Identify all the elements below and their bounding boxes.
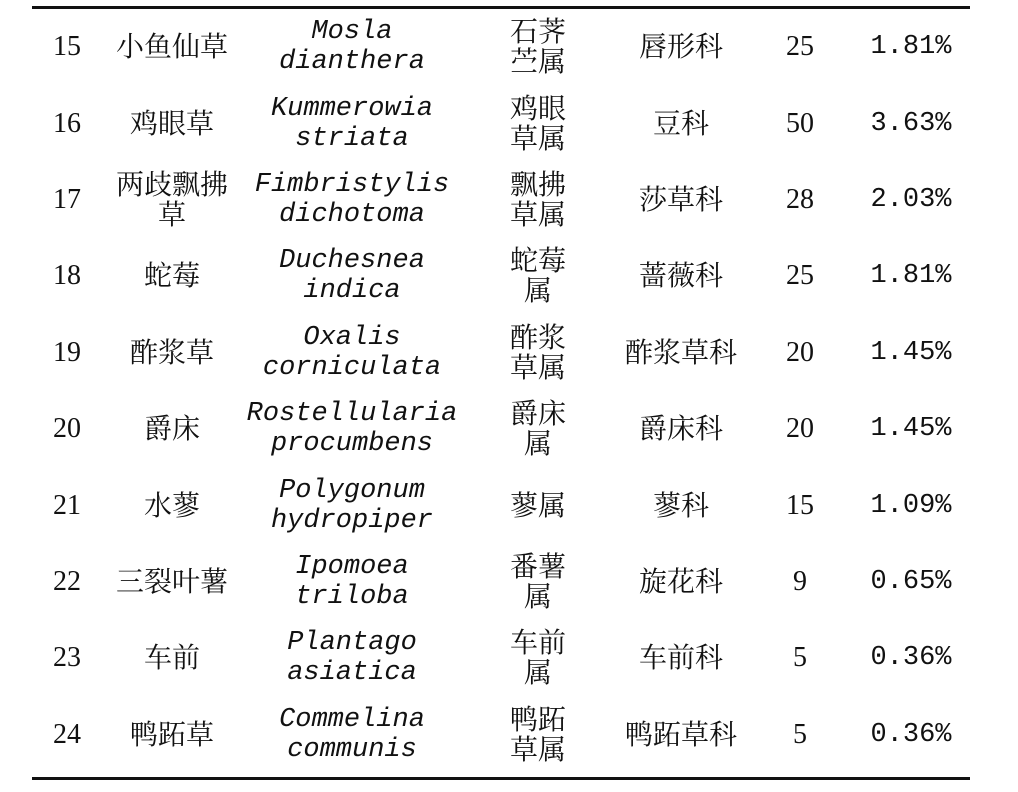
row-number: 24 <box>53 718 81 750</box>
chinese-name: 两歧飘拂草 <box>115 167 228 231</box>
row-number: 16 <box>53 107 81 139</box>
latin-name <box>242 391 462 467</box>
table-row <box>32 85 970 161</box>
plant-count: 20 <box>786 413 814 445</box>
row-number: 19 <box>53 336 81 368</box>
latin-species: procumbens <box>270 429 434 460</box>
latin-species: asiatica <box>287 658 417 689</box>
plant-count: 25 <box>786 260 814 292</box>
family: 莎草科 <box>638 182 723 216</box>
percentage: 3.63% <box>870 108 952 139</box>
percentage: 2.03% <box>870 184 952 215</box>
latin-genus: Polygonum <box>279 475 425 506</box>
latin-species: hydropiper <box>270 505 434 536</box>
genus: 车前属 <box>509 626 566 690</box>
chinese-name: 鸡眼草 <box>129 106 214 140</box>
table-row <box>32 162 970 238</box>
latin-name <box>242 467 462 543</box>
chinese-name: 水蓼 <box>143 488 200 522</box>
family: 唇形科 <box>638 30 723 64</box>
latin-genus: Duchesnea <box>279 246 425 277</box>
latin-genus: Rostellularia <box>246 399 458 430</box>
chinese-name: 三裂叶薯 <box>115 564 228 598</box>
latin-name <box>242 315 462 391</box>
table-row <box>32 697 970 773</box>
latin-genus: Commelina <box>279 704 425 735</box>
family: 爵床科 <box>638 412 723 446</box>
genus: 蓼属 <box>509 488 566 522</box>
latin-species: dianthera <box>279 47 425 78</box>
chinese-name: 小鱼仙草 <box>115 30 228 64</box>
genus: 鸭跖草属 <box>509 702 566 766</box>
chinese-name: 鸭跖草 <box>129 717 214 751</box>
latin-name <box>242 544 462 620</box>
row-number: 21 <box>53 489 81 521</box>
species-table-body <box>32 9 970 773</box>
latin-name <box>242 620 462 696</box>
percentage: 0.36% <box>870 643 952 674</box>
latin-genus: Oxalis <box>303 322 401 353</box>
percentage: 1.09% <box>870 490 952 521</box>
percentage: 1.45% <box>870 414 952 445</box>
family: 蔷薇科 <box>638 259 723 293</box>
percentage: 1.45% <box>870 337 952 368</box>
genus: 酢浆草属 <box>509 320 566 384</box>
plant-count: 5 <box>793 718 807 750</box>
row-number: 17 <box>53 183 81 215</box>
table-row <box>32 391 970 467</box>
plant-count: 50 <box>786 107 814 139</box>
chinese-name: 蛇莓 <box>143 259 200 293</box>
latin-name <box>242 85 462 161</box>
percentage: 0.65% <box>870 566 952 597</box>
percentage: 1.81% <box>870 32 952 63</box>
latin-name <box>242 238 462 314</box>
genus: 鸡眼草属 <box>509 91 566 155</box>
table-row <box>32 467 970 543</box>
table-row <box>32 544 970 620</box>
genus: 蛇莓属 <box>509 244 566 308</box>
species-table <box>32 6 970 780</box>
chinese-name: 车前 <box>143 641 200 675</box>
genus: 飘拂草属 <box>509 167 566 231</box>
latin-genus: Fimbristylis <box>254 169 450 200</box>
table-row <box>32 620 970 696</box>
latin-genus: Kummerowia <box>270 93 434 124</box>
latin-species: corniculata <box>262 352 442 383</box>
row-number: 23 <box>53 642 81 674</box>
table-row <box>32 238 970 314</box>
latin-name <box>242 697 462 773</box>
latin-name <box>242 162 462 238</box>
percentage: 1.81% <box>870 261 952 292</box>
plant-count: 28 <box>786 183 814 215</box>
table-row <box>32 315 970 391</box>
latin-species: indica <box>303 276 401 307</box>
plant-count: 9 <box>793 565 807 597</box>
row-number: 20 <box>53 413 81 445</box>
latin-species: communis <box>287 734 417 765</box>
latin-genus: Mosla <box>311 17 393 48</box>
genus: 石荠苎属 <box>509 15 566 79</box>
chinese-name: 爵床 <box>143 412 200 446</box>
latin-name <box>242 9 462 85</box>
family: 酢浆草科 <box>624 335 737 369</box>
plant-count: 25 <box>786 31 814 63</box>
row-number: 18 <box>53 260 81 292</box>
family: 蓼科 <box>652 488 709 522</box>
row-number: 22 <box>53 565 81 597</box>
latin-species: dichotoma <box>279 199 425 230</box>
genus: 番薯属 <box>509 549 566 613</box>
bottom-rule <box>32 777 970 780</box>
family: 鸭跖草科 <box>624 717 737 751</box>
plant-count: 20 <box>786 336 814 368</box>
latin-genus: Ipomoea <box>295 551 409 582</box>
chinese-name: 酢浆草 <box>129 335 214 369</box>
family: 车前科 <box>638 641 723 675</box>
row-number: 15 <box>53 31 81 63</box>
family: 旋花科 <box>638 564 723 598</box>
percentage: 0.36% <box>870 719 952 750</box>
plant-count: 15 <box>786 489 814 521</box>
latin-genus: Plantago <box>287 628 417 659</box>
genus: 爵床属 <box>509 397 566 461</box>
latin-species: striata <box>295 123 409 154</box>
table-row <box>32 9 970 85</box>
family: 豆科 <box>652 106 709 140</box>
latin-species: triloba <box>295 581 409 612</box>
plant-count: 5 <box>793 642 807 674</box>
